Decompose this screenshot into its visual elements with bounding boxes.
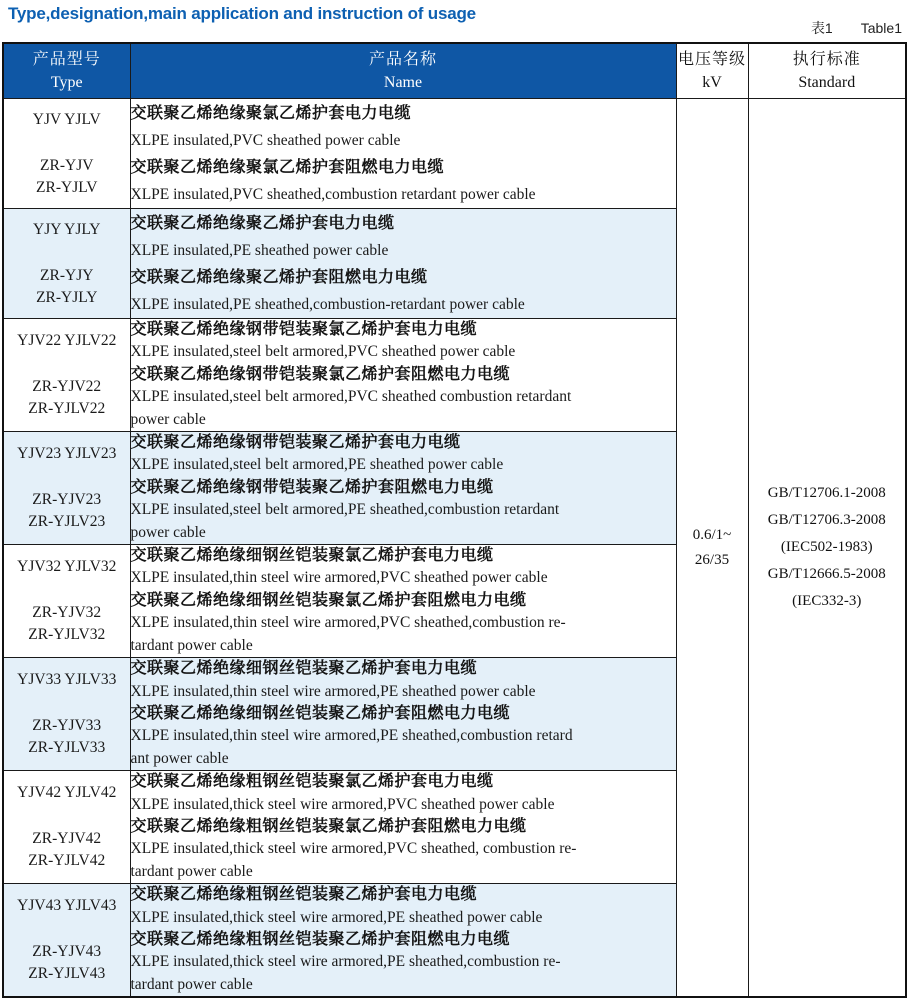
product-name-en: tardant power cable [130,862,253,880]
product-name-en: XLPE insulated,thick steel wire armored,PE sheathed,combustion re- [130,953,561,971]
table-caption-en: Table1 [860,20,902,36]
name-lines [131,771,676,883]
type-cell-spacer [4,131,130,155]
name-cell [130,884,676,998]
name-cell [130,658,676,771]
type-designation: ZR-YJV32 [32,604,102,622]
product-name-zh: 交联聚乙烯绝缘聚氯乙烯护套阻燃电力电缆 [130,158,445,176]
product-name-en: XLPE insulated,PVC sheathed power cable [130,131,401,149]
type-cell-spacer [4,804,130,828]
voltage-grade-cell [676,99,748,998]
type-designation: ZR-YJV33 [32,717,102,735]
header-name-zh: 产品名称 [368,51,437,68]
product-name-zh: 交联聚乙烯绝缘粗钢丝铠装聚乙烯护套电力电缆 [130,886,478,904]
product-name-zh: 交联聚乙烯绝缘细钢丝铠装聚氯乙烯护套电力电缆 [130,547,494,565]
type-cell [3,545,130,658]
type-cell [3,884,130,998]
product-name-en: XLPE insulated,PVC sheathed,combustion retardant power cable [130,185,536,203]
type-designation: ZR-YJLV22 [28,400,106,418]
product-name-en: XLPE insulated,thin steel wire armored,PE sheathed power cable [130,682,536,700]
type-cell-spacer [4,691,130,715]
product-name-en: XLPE insulated,thin steel wire armored,PVC sheathed power cable [130,569,548,587]
page-title: Type,designation,main application and instruction of usage [8,4,476,23]
name-cell [130,545,676,658]
type-designation: ZR-YJV22 [32,378,102,396]
product-name-en: power cable [130,410,206,428]
product-name-zh: 交联聚乙烯绝缘钢带铠装聚氯乙烯护套电力电缆 [130,321,478,338]
type-cell [3,319,130,432]
product-name-zh: 交联聚乙烯绝缘细钢丝铠装聚乙烯护套电力电缆 [130,660,478,678]
header-standard [748,43,906,99]
type-cell-spacer [4,917,130,941]
type-designation: YJV43 YJLV43 [17,897,117,915]
product-name-en: XLPE insulated,thin steel wire armored,PE sheathed,combustion retard [130,727,573,745]
type-designation: ZR-YJLY [36,288,98,306]
type-designation: YJV42 YJLV42 [17,784,117,802]
type-cell [3,658,130,771]
standard-line: GB/T12666.5-2008 [767,566,886,583]
product-name-zh: 交联聚乙烯绝缘细钢丝铠装聚乙烯护套阻燃电力电缆 [130,704,511,722]
type-designation: YJV33 YJLV33 [17,671,117,689]
product-name-zh: 交联聚乙烯绝缘粗钢丝铠装聚氯乙烯护套电力电缆 [130,773,494,791]
product-name-zh: 交联聚乙烯绝缘钢带铠装聚乙烯护套电力电缆 [130,434,461,452]
product-name-zh: 交联聚乙烯绝缘细钢丝铠装聚氯乙烯护套阻燃电力电缆 [130,591,527,609]
product-name-zh: 交联聚乙烯绝缘粗钢丝铠装聚氯乙烯护套阻燃电力电缆 [130,817,527,835]
header-type-zh: 产品型号 [32,51,101,68]
type-designation: ZR-YJV23 [32,491,102,509]
type-designation: ZR-YJV [40,156,94,174]
type-designation: ZR-YJV42 [32,830,102,848]
name-cell [130,432,676,545]
product-name-en: XLPE insulated,thick steel wire armored,PVC sheathed, combustion re- [130,840,577,858]
name-lines [131,210,676,318]
type-designation: ZR-YJY [40,266,94,284]
table-header-row [3,43,906,99]
name-cell [130,771,676,884]
product-name-en: XLPE insulated,steel belt armored,PVC sheathed combustion retardant [130,388,572,406]
type-designation: YJV22 YJLV22 [17,332,117,350]
type-designation: ZR-YJV43 [32,943,102,961]
name-lines [131,545,676,657]
type-designation: ZR-YJLV42 [28,852,106,870]
name-lines [131,884,676,996]
product-name-en: XLPE insulated,steel belt armored,PVC sheathed power cable [130,343,516,361]
name-lines [131,432,676,544]
product-name-en: XLPE insulated,PE sheathed power cable [130,241,389,259]
product-name-zh: 交联聚乙烯绝缘聚乙烯护套阻燃电力电缆 [130,268,428,286]
header-type-en: Type [50,74,83,91]
standard-cell [748,99,906,998]
name-lines [131,658,676,770]
product-name-en: XLPE insulated,thick steel wire armored,PVC sheathed power cable [130,795,555,813]
header-voltage [676,43,748,99]
type-cell-spacer [4,352,130,376]
name-cell [130,209,676,319]
name-cell [130,319,676,432]
header-voltage-zh: 电压等级 [677,51,746,68]
product-name-zh: 交联聚乙烯绝缘钢带铠装聚氯乙烯护套阻燃电力电缆 [130,365,511,383]
type-cell [3,432,130,545]
type-designation: ZR-YJLV32 [28,626,106,644]
product-name-en: XLPE insulated,PE sheathed,combustion-retardant power cable [130,295,525,313]
standard-line: GB/T12706.3-2008 [767,512,886,529]
standard-line: (IEC332-3) [792,593,862,610]
name-cell [130,99,676,209]
product-name-en: power cable [130,523,206,541]
header-voltage-en: kV [702,74,722,91]
product-name-zh: 交联聚乙烯绝缘聚乙烯护套电力电缆 [130,214,395,232]
type-designation: YJV YJLV [32,110,101,128]
table-caption [811,18,902,38]
type-cell-spacer [4,465,130,489]
type-cell [3,771,130,884]
standard-line: (IEC502-1983) [780,539,873,556]
type-designation: ZR-YJLV23 [28,513,106,531]
product-name-zh: 交联聚乙烯绝缘粗钢丝铠装聚乙烯护套阻燃电力电缆 [130,930,511,948]
table-row [3,99,906,209]
product-name-en: XLPE insulated,thick steel wire armored,PE sheathed power cable [130,908,543,926]
type-designation: YJV23 YJLV23 [17,445,117,463]
product-name-zh: 交联聚乙烯绝缘钢带铠装聚乙烯护套阻燃电力电缆 [130,478,494,496]
product-name-en: tardant power cable [130,636,253,654]
header-name-en: Name [383,74,423,91]
type-cell-spacer [4,241,130,265]
type-designation: ZR-YJLV33 [28,739,106,757]
product-name-en: XLPE insulated,steel belt armored,PE sheathed power cable [130,456,504,474]
table-caption-zh: 表1 [810,20,833,36]
product-name-en: XLPE insulated,steel belt armored,PE sheathed,combustion retardant [130,501,560,519]
type-cell [3,209,130,319]
header-standard-en: Standard [798,74,856,91]
header-name [130,43,676,99]
type-designation: YJY YJLY [33,220,101,238]
product-name-en: ant power cable [130,749,229,767]
voltage-grade-line: 26/35 [694,551,730,568]
type-cell-spacer [4,578,130,602]
name-lines [131,319,676,431]
type-designation: YJV32 YJLV32 [17,558,117,576]
cable-type-table [2,42,907,998]
product-name-en: tardant power cable [130,975,253,993]
header-type [3,43,130,99]
type-cell [3,99,130,209]
voltage-grade-line: 0.6/1~ [692,526,732,543]
product-name-zh: 交联聚乙烯绝缘聚氯乙烯护套电力电缆 [130,104,412,122]
type-designation: ZR-YJLV [36,178,98,196]
name-lines [131,100,676,208]
product-name-en: XLPE insulated,thin steel wire armored,PVC sheathed,combustion re- [130,614,566,632]
type-designation: ZR-YJLV43 [28,965,106,983]
standard-line: GB/T12706.1-2008 [767,485,886,502]
header-standard-zh: 执行标准 [792,51,861,68]
